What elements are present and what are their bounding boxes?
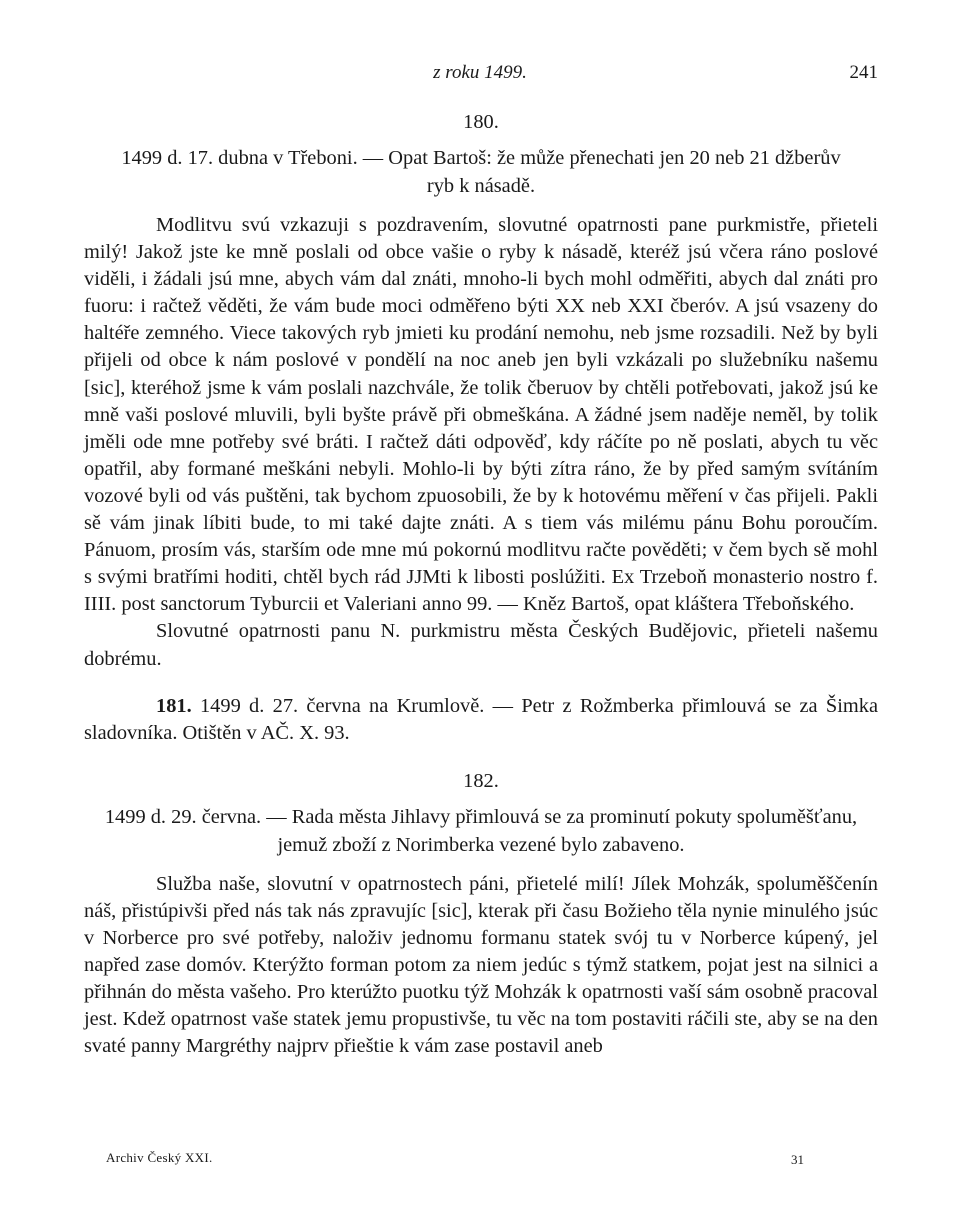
page-footer [84,1144,878,1168]
running-title: z roku 1499. [433,62,527,83]
document-number: 181. [156,694,192,717]
body-paragraph: Modlitvu svú vzkazuji s pozdravením, slovutné opatrnosti pane purkmistře, přieteli milý! Jakož jste ke mně poslali od obce vašie o ryby k násadě, kteréž jsú včera ráno poslové viděli, i žádali jsú mne, abych vám dal znáti, mnoho-li bych mohl odměřiti, abych dal znáti pro fuoru: i račtež věděti, že vám bude moci odměřeno býti XX neb XXI čberóv. A jsú vsazeny do haltéře zemného. Viece takových ryb jmieti ku prodání nemohu, neb jsme rozsadili. Než by byli přijeli od obce k nám poslové v pondělí na noc aneb jen byli vzkázali po služebníku našemu [sic], kteréhož jsme k vám poslali nazchvále, že tolik čberuov by chtěli potřebovati, jakož jsú ke mně vaši poslové mluvili, byli byšte právě při obmeškána. A žádné jsem naděje neměl, by tolik jměli ode mne potřeby své bráti. I račtež dáti odpověď, kdy ráčíte po ně poslati, abych tu věc opatřil, aby formané meškáni nebyli. Mohlo-li by býti zítra ráno, že by před samým svítáním vozové byli od vás puštěni, tak bychom zpuosobili, že by k hotovému měření v čas přijeli. Pakli sě vám jinak líbiti bude, to mi také dajte znáti. A s tiem vás milému pánu Bohu poroučím. Pánuom, prosím vás, starším ode mne mú pokornú modlitvu račte pověděti; v čem bych sě mohl s svými bratřími hoditi, chtěl bych rád JJMti k libosti poslúžiti. Ex Trzeboň monasterio nostro f. IIII. post sanctorum Tyburcii et Valeriani anno 99. — Kněz Bartoš, opat kláštera Třeboňského. [84,214,878,616]
page-number: 241 [849,62,878,83]
sheet-number: 31 [791,1152,804,1167]
running-head [0,62,960,90]
document-number: 180. [463,111,499,133]
entry-text: 1499 d. 27. června na Krumlově. — Petr z Rožmberka přimlouvá se za Šimka sladovníka. Otištěn v AČ. X. 93. [84,694,878,744]
document-body [84,212,878,673]
document-regest [84,144,878,200]
regest-line: 1499 d. 17. dubna v Třeboni. — Opat Bartoš: že může přenechati jen 20 neb 21 džberův [121,147,841,169]
regest-line: ryb k násadě. [426,175,536,197]
document-182 [84,767,878,1061]
address-paragraph: Slovutné opatrnosti panu N. purkmistru města Českých Budějovic, přieteli našemu dobrému. [84,620,878,670]
document-body [84,871,878,1061]
body-paragraph: Služba naše, slovutní v opatrnostech páni, přietelé milí! Jílek Mohzák, spoluměščenín náš, přistúpivši před nás tak nás zpravujíc [sic], kterak při času Božieho těla nynie minulého jsúc v Norberce pro své potřeby, naloživ jednomu formanu statek svój tu v Norberce kúpený, jel napřed zase domóv. Kterýžto forman potom za niem jedúc s týmž statkem, pojat jest na silnici a přihnán do města vašeho. Pro kterúžto puotku týž Mohzák k opatrnosti vaší sám osobně pracoval jest. Kdež opatrnost vaše statek jemu propustivše, tu věc na tom postaviti ráčili ste, aby se na den svaté panny Margréthy najprv přieštie k vám zase postavil aneb [84,872,878,1058]
regest-line: jemuž zboží z Norimberka vezené bylo zabaveno. [277,833,685,856]
signature-mark: Archiv Český XXI. [106,1150,213,1165]
document-regest [84,803,878,859]
page-content [84,108,878,1060]
document-180 [84,108,878,673]
regest-line: 1499 d. 29. června. — Rada města Jihlavy přimlouvá se za prominutí pokuty spoluměšťanu, [104,805,858,828]
document-number: 182. [463,769,499,792]
document-181 [84,693,878,747]
